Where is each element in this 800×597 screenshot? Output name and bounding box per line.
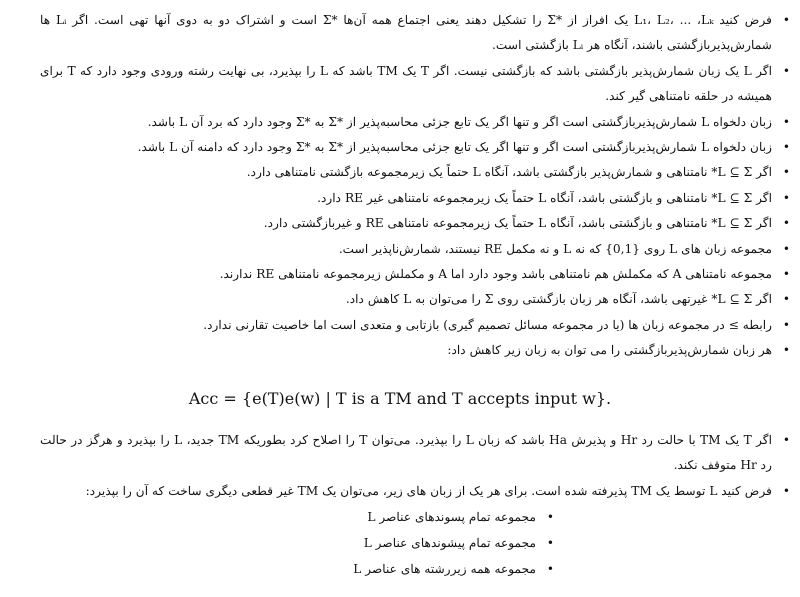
bullet-icon: • (782, 165, 790, 180)
list-item (40, 479, 790, 582)
sub-list-item (40, 504, 554, 530)
list-item (40, 8, 790, 59)
list-item-text: اگر L ⊆ Σ* نامتناهی و بازگشتی باشد، آنگاه L حتماً یک زیرمجموعه نامتناهی غیر RE دارد. (317, 190, 772, 205)
bullet-icon: • (782, 13, 790, 27)
bullet-icon: • (782, 114, 790, 129)
list-item (40, 262, 790, 287)
acc-formula: Acc = {e(T)e(w) | T is a TM and T accepts input w}. (188, 389, 612, 408)
list-item (40, 186, 790, 211)
list-item-text: زبان دلخواه L شمارش‌پذیربازگشتی است اگر و تنها اگر یک تابع جزئی محاسبه‌پذیر از *Σ به *Σ وجود دارد که برد آن L باشد. (147, 114, 772, 129)
bullet-icon: • (782, 241, 790, 256)
list-item-text: فرض کنید L توسط یک TM پذیرفته شده است. برای هر یک از زبان های زیر، می‌توان یک TM غیر قطعی دیگری ساخت که آن را بپذیرد: (85, 483, 772, 498)
bullet-icon: • (782, 190, 790, 205)
bullet-icon: • (782, 433, 790, 447)
list-item-text: زبان دلخواه L شمارش‌پذیربازگشتی است اگر و تنها اگر یک تابع جزئی محاسبه‌پذیر از *Σ به *Σ وجود دارد که دامنه آن L باشد. (137, 140, 772, 155)
bullet-icon: • (782, 267, 790, 282)
list-item-text: هر زبان شمارش‌پذیربازگشتی را می توان به زبان زیر کاهش داد: (447, 343, 772, 358)
sub-list-item-text: مجموعه همه زیررشته های عناصر L (353, 562, 536, 577)
list-item-text: مجموعه زبان های L روی {0,1} که نه L و نه مکمل RE نیستند، شمارش‌ناپذیر است. (338, 241, 772, 256)
list-item (40, 237, 790, 262)
bullet-icon: • (546, 562, 554, 577)
bullet-icon: • (782, 63, 790, 78)
bullet-icon: • (782, 343, 790, 358)
bullet-icon: • (782, 317, 790, 332)
list-item-text: اگر L ⊆ Σ* نامتناهی و بازگشتی باشد، آنگاه L حتماً یک زیرمجموعه نامتناهی RE و غیربازگشتی دارد. (263, 216, 772, 231)
sub-list-item (40, 530, 554, 556)
list-item (40, 135, 790, 160)
list-item (40, 160, 790, 185)
list-item (40, 313, 790, 338)
bullet-icon: • (782, 292, 790, 307)
sub-list (40, 504, 772, 582)
list-item-text: رابطه ≥ در مجموعه زبان ها (یا در مجموعه مسائل تصمیم گیری) بازتابی و متعدی است اما خاصیت تقارنی ندارد. (203, 317, 772, 332)
sub-list-item (40, 556, 554, 582)
theorem-list-bottom (40, 428, 790, 582)
theorem-list-top (40, 8, 790, 364)
sub-list-item-text: مجموعه تمام پیشوندهای عناصر L (363, 536, 536, 551)
bullet-icon: • (782, 483, 790, 498)
list-item (40, 59, 790, 110)
list-item (40, 428, 790, 479)
bullet-icon: • (546, 536, 554, 551)
bullet-icon: • (782, 216, 790, 231)
list-item-text: فرض کنید L₁، L₂، ... ،Lₖ یک افراز از *Σ را تشکیل دهند یعنی اجتماع همه آن‌ها *Σ است و اشتراک دو به دوی آنها تهی است. اگر Lᵢ ها شمارش‌پذیربازگشتی باشند، آنگاه هر Lᵢ بازگشتی است. (40, 13, 772, 53)
list-item-text: اگر L ⊆ Σ* نامتناهی و شمارش‌پذیر بازگشتی باشد، آنگاه L حتماً یک زیرمجموعه بازگشتی نامتناهی دارد. (246, 165, 772, 180)
list-item-text: اگر L ⊆ Σ* غیرتهی باشد، آنگاه هر زبان بازگشتی روی Σ را می‌توان به L کاهش داد. (345, 292, 772, 307)
list-item (40, 211, 790, 236)
list-item (40, 110, 790, 135)
list-item-text: مجموعه نامتناهی A که مکملش هم نامتناهی باشد وجود دارد اما A و مکملش زیرمجموعه نامتناهی RE ندارند. (219, 267, 772, 282)
sub-list-item-text: مجموعه تمام پسوندهای عناصر L (367, 510, 536, 525)
bullet-icon: • (546, 510, 554, 525)
list-item (40, 287, 790, 312)
list-item (40, 338, 790, 363)
list-item-text: اگر T یک TM با حالت رد Hr و پذیرش Ha باشد که زبان L را بپذیرد. می‌توان T را اصلاح کرد بطوریکه TM جدید، L را بپذیرد و هرگز در حالت رد Hr متوقف نکند. (40, 433, 772, 473)
bullet-icon: • (782, 140, 790, 155)
list-item-text: اگر L یک زبان شمارش‌پذیر بازگشتی باشد که بازگشتی نیست. اگر T یک TM باشد که L را بپذیرد، بی نهایت رشته ورودی وجود دارد که T برای همیشه در حلقه نامتناهی گیر کند. (40, 63, 772, 104)
